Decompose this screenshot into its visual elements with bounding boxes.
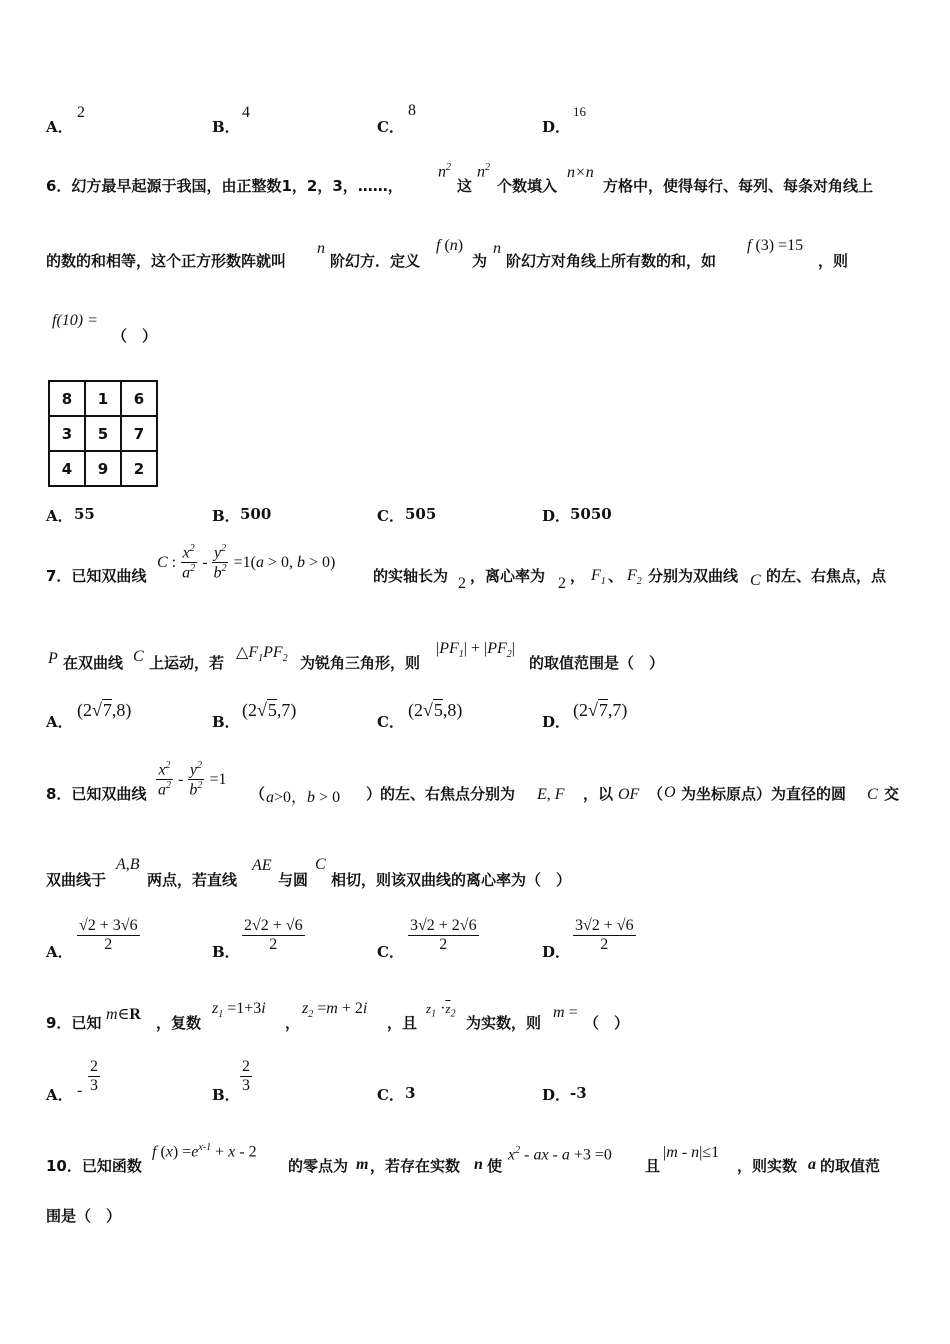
option-fraction bbox=[408, 917, 479, 953]
math-equation: $x^2$ - ax - a +3 =0 bbox=[508, 1145, 612, 1164]
magic-cell: 5 bbox=[85, 416, 121, 451]
coef: 2 bbox=[579, 700, 588, 720]
option-value: 55 bbox=[74, 505, 95, 523]
option-label: B． bbox=[212, 118, 240, 136]
q7-text: 分别为双曲线 bbox=[648, 567, 739, 585]
option-fraction bbox=[77, 917, 140, 953]
option-interval: (2√5,7) bbox=[242, 700, 297, 720]
option-fraction bbox=[573, 917, 636, 953]
coef: 2 bbox=[83, 700, 92, 720]
radicand: 7 bbox=[102, 700, 112, 720]
math-F2: $F_2$ bbox=[627, 567, 642, 588]
q7-text: 在双曲线 bbox=[63, 654, 124, 672]
option-label: C． bbox=[377, 1086, 404, 1104]
option-label: C． bbox=[377, 713, 404, 731]
q8-text: ） bbox=[366, 785, 382, 803]
option-label: D． bbox=[542, 118, 571, 136]
q8-text: （ bbox=[250, 785, 266, 803]
q8-text: 交 bbox=[884, 785, 900, 803]
option-interval: (2√7,7) bbox=[573, 700, 628, 720]
q6-text: 个数填入 bbox=[497, 177, 558, 195]
q6-text: 6．幻方最早起源于我国，由正整数1，2，3，……， bbox=[46, 177, 403, 195]
option-label: C． bbox=[377, 118, 404, 136]
option-value: -3 bbox=[570, 1084, 587, 1102]
upper: 8 bbox=[116, 700, 126, 720]
q6-text: 阶幻方对角线上所有数的和，如 bbox=[506, 252, 717, 270]
math-m-eq: m = bbox=[553, 1004, 578, 1021]
q10-text: 使 bbox=[487, 1157, 503, 1175]
option-label: B． bbox=[212, 507, 240, 525]
q8-text: 与圆 bbox=[278, 871, 309, 889]
q6-text: 这 bbox=[457, 177, 473, 195]
q10-text: 围是（ ） bbox=[46, 1207, 122, 1225]
math-triangle: $\triangle F_1PF_2$ bbox=[236, 644, 288, 665]
q9-text: ， bbox=[285, 1014, 301, 1032]
radicand: 7 bbox=[598, 700, 608, 720]
q10-text: ，若存在实数 bbox=[370, 1157, 461, 1175]
math-EF: E, F bbox=[537, 786, 565, 803]
q9-text: ，复数 bbox=[156, 1014, 202, 1032]
denominator: 2 bbox=[104, 935, 113, 953]
q9-text: （ ） bbox=[584, 1014, 630, 1032]
option-value: 2 bbox=[77, 104, 85, 121]
math-condition: a>0，b > 0 bbox=[266, 789, 341, 806]
math-n: n bbox=[317, 240, 325, 257]
math-product: $z_1 \cdot\overline{z}_2$ bbox=[426, 1000, 456, 1020]
q8-text: 相切，则该双曲线的离心率为（ ） bbox=[331, 871, 572, 889]
q8-text: 两点，若直线 bbox=[147, 871, 238, 889]
magic-cell: 3 bbox=[49, 416, 85, 451]
upper: 7 bbox=[612, 700, 622, 720]
numerator: 2 bbox=[90, 1058, 98, 1075]
option-label: A． bbox=[46, 507, 73, 525]
math-n2: $n^2$ bbox=[477, 162, 490, 181]
numerator: 3√2 + √6 bbox=[575, 917, 634, 934]
q7-text: 为锐角三角形，则 bbox=[300, 654, 421, 672]
numerator: 3√2 + 2√6 bbox=[410, 917, 477, 934]
q9-text: ，且 bbox=[387, 1014, 418, 1032]
option-label: D． bbox=[542, 507, 571, 525]
math-OF: OF bbox=[618, 786, 640, 803]
magic-cell: 4 bbox=[49, 451, 85, 486]
radicand: 5 bbox=[267, 700, 277, 720]
magic-cell: 9 bbox=[85, 451, 121, 486]
option-fraction bbox=[88, 1058, 100, 1094]
option-label: A． bbox=[46, 118, 73, 136]
magic-cell: 2 bbox=[121, 451, 157, 486]
denominator: 2 bbox=[439, 935, 448, 953]
numerator: 2√2 + √6 bbox=[244, 917, 303, 934]
math-z2: $z_2 =m + 2i$ bbox=[302, 1000, 368, 1021]
numerator: 2 bbox=[242, 1058, 250, 1075]
coef: 2 bbox=[414, 700, 423, 720]
math-a: a bbox=[808, 1156, 816, 1173]
denominator: 2 bbox=[269, 935, 278, 953]
math-n: n bbox=[474, 1156, 483, 1173]
option-fraction bbox=[240, 1058, 252, 1094]
math-f10: f(10) = bbox=[52, 312, 98, 329]
math-2: 2 bbox=[458, 575, 466, 592]
upper: 8 bbox=[447, 700, 457, 720]
q7-text: ， bbox=[570, 567, 586, 585]
option-label: D． bbox=[542, 713, 571, 731]
denominator: 2 bbox=[600, 935, 609, 953]
math-abs-ineq: |m - n|≤1 bbox=[663, 1144, 720, 1161]
math-O: O bbox=[664, 784, 676, 801]
math-function: f $(x) =e^{x-1} + x - 2$ bbox=[152, 1142, 257, 1161]
denominator: 3 bbox=[242, 1076, 250, 1094]
math-fn: f (n) bbox=[436, 237, 464, 254]
q8-text: 8．已知双曲线 bbox=[46, 785, 147, 803]
option-value: 8 bbox=[408, 102, 416, 119]
q7-text: 7．已知双曲线 bbox=[46, 567, 147, 585]
numerator: √2 + 3√6 bbox=[79, 917, 138, 934]
q6-text: 的数的和相等，这个正方形数阵就叫 bbox=[46, 252, 287, 270]
q7-text: 、 bbox=[608, 567, 624, 585]
option-value: 500 bbox=[240, 505, 272, 523]
math-f3: f (3) =15 bbox=[747, 237, 804, 254]
math-m-in-R: m∈R bbox=[106, 1006, 141, 1023]
option-label: C． bbox=[377, 507, 404, 525]
q7-text: 的取值范围是（ ） bbox=[529, 654, 665, 672]
option-value: 4 bbox=[242, 104, 250, 121]
q6-text: ，则 bbox=[818, 252, 849, 270]
math-AE: AE bbox=[252, 857, 272, 874]
math-C: C bbox=[750, 572, 761, 589]
option-value: 505 bbox=[405, 505, 437, 523]
option-fraction bbox=[242, 917, 305, 953]
math-AB: A,B bbox=[116, 856, 140, 873]
option-value: 16 bbox=[573, 104, 586, 119]
q7-text: 的实轴长为 bbox=[373, 567, 449, 585]
math-P: P bbox=[48, 650, 58, 667]
math-z1: $z_1 =1+3i$ bbox=[212, 1000, 266, 1021]
option-interval: (2√5,8) bbox=[408, 700, 463, 720]
magic-cell: 6 bbox=[121, 381, 157, 416]
math-n2: $n^2$ bbox=[438, 162, 451, 181]
q7-text: 上运动，若 bbox=[149, 654, 225, 672]
q7-text: 的左、右焦点，点 bbox=[766, 567, 887, 585]
denominator: 3 bbox=[90, 1076, 98, 1094]
option-label: D． bbox=[542, 1086, 571, 1104]
option-label: A． bbox=[46, 713, 73, 731]
q10-text: ，则实数 bbox=[737, 1157, 798, 1175]
math-C: C bbox=[133, 648, 144, 665]
option-label: D． bbox=[542, 943, 571, 961]
q8-text: ，以 bbox=[583, 785, 614, 803]
math-hyperbola: C : $\frac{x^2}{a^2}$ - $\frac{y^2}{b^2}$ =1(a > 0, b > 0) bbox=[157, 543, 336, 582]
option-label: A． bbox=[46, 943, 73, 961]
option-label: B． bbox=[212, 1086, 240, 1104]
option-sign: - bbox=[77, 1082, 83, 1099]
q8-text: 的左、右焦点分别为 bbox=[380, 785, 516, 803]
radicand: 5 bbox=[433, 700, 443, 720]
option-interval: (2√7,8) bbox=[77, 700, 132, 720]
magic-square bbox=[48, 380, 158, 487]
math-nxn: n×n bbox=[567, 164, 594, 181]
q6-text: 阶幻方．定义 bbox=[330, 252, 421, 270]
magic-cell: 8 bbox=[49, 381, 85, 416]
q6-text: 方格中，使得每行、每列、每条对角线上 bbox=[603, 177, 874, 195]
upper: 7 bbox=[281, 700, 291, 720]
math-m: m bbox=[356, 1156, 369, 1173]
option-value: 3 bbox=[405, 1084, 416, 1102]
q8-text: 为坐标原点）为直径的圆 bbox=[681, 785, 847, 803]
q10-text: 的取值范 bbox=[820, 1157, 881, 1175]
math-hyperbola: $\frac{x^2}{a^2}$ - $\frac{y^2}{b^2}$ =1 bbox=[158, 760, 227, 799]
option-label: C． bbox=[377, 943, 404, 961]
answer-paren: （ ） bbox=[112, 327, 158, 345]
option-label: A． bbox=[46, 1086, 73, 1104]
option-value: 5050 bbox=[570, 505, 612, 523]
option-label: B． bbox=[212, 943, 240, 961]
q8-text: 双曲线于 bbox=[46, 871, 107, 889]
coef: 2 bbox=[248, 700, 257, 720]
q9-text: 为实数，则 bbox=[466, 1014, 542, 1032]
q6-text: 为 bbox=[472, 252, 488, 270]
option-label: B． bbox=[212, 713, 240, 731]
q10-text: 的零点为 bbox=[288, 1157, 349, 1175]
math-C: C bbox=[315, 856, 326, 873]
math-2: 2 bbox=[558, 575, 566, 592]
q9-text: 9．已知 bbox=[46, 1014, 102, 1032]
math-abs-sum: $|PF_1| + |PF_2|$ bbox=[436, 640, 515, 661]
math-C: C bbox=[867, 786, 878, 803]
magic-cell: 1 bbox=[85, 381, 121, 416]
q10-text: 且 bbox=[645, 1157, 661, 1175]
q10-text: 10．已知函数 bbox=[46, 1157, 142, 1175]
magic-cell: 7 bbox=[121, 416, 157, 451]
q7-text: ，离心率为 bbox=[470, 567, 546, 585]
math-n: n bbox=[493, 240, 501, 257]
q8-text: （ bbox=[648, 785, 664, 803]
math-F1: $F_1$ bbox=[591, 567, 606, 588]
